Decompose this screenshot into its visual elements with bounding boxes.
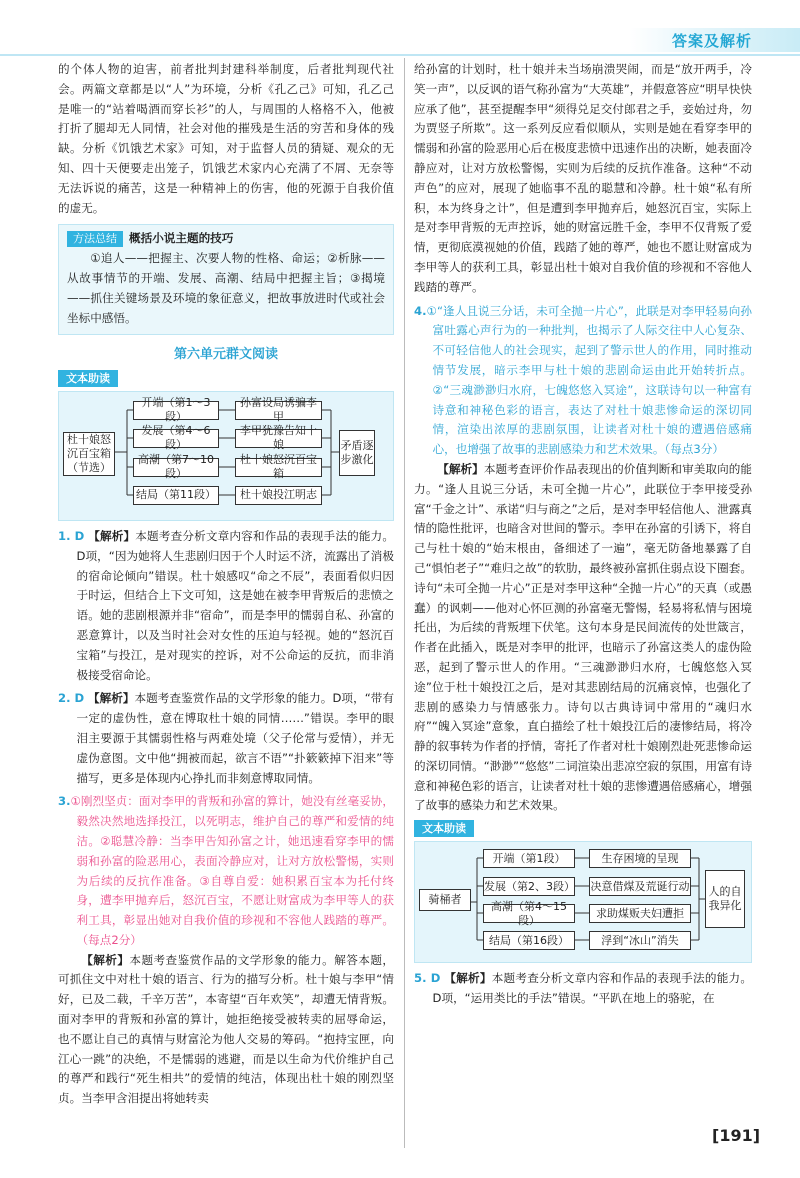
map2-event: 决意借煤及荒诞行动 <box>589 877 691 896</box>
map1-stage: 高潮（第7～10段） <box>133 458 219 477</box>
map1-event: 孙富设局诱骗李甲 <box>235 401 322 420</box>
method-summary-box <box>58 224 394 335</box>
answer-item-5 <box>414 969 752 1009</box>
analysis-tag: 【解析】 <box>81 952 130 967</box>
intro-paragraph: 的个体人物的迫害，前者批判封建科举制度，后者批判现代社会。两篇文章都是以“人”为环境，分析《孔乙己》可知，孔乙己是唯一的“站着喝酒而穿长衫”的人，与周围的人格格不入，他被打折了腿却无人同情，社会对他的摧残是生活的穷苦和身体的残缺。分析《饥饿艺术家》可知，对于监督人员的猜疑、观众的无知、四十天便要走出笼子，饥饿艺术家内心充满了不屑、无奈等无法诉说的痛苦，这是一种精神上的伤害，他的死源于自我价值的虚无。 <box>58 62 394 215</box>
analysis-tag: 【解析】 <box>444 971 492 986</box>
answer-item-1 <box>58 527 394 685</box>
map1-event: 李甲犹豫告知十娘 <box>235 429 322 448</box>
map2-stage: 结局（第16段） <box>483 931 575 950</box>
map2-root: 骑桶者 <box>419 889 471 911</box>
method-title: 概括小说主题的技巧 <box>129 231 234 246</box>
method-body: ①追人——把握主、次要人物的性格、命运；②析脉——从故事情节的开端、发展、高潮、结局中把握主旨；③揭境——抓住关键场景及环境的象征意义，把故事放进时代或社会坐标中感悟。 <box>67 251 385 325</box>
map2-stage: 发展（第2、3段） <box>483 877 575 896</box>
continued-paragraph: 给孙富的计划时，杜十娘并未当场崩溃哭闹，而是“放开两手，冷笑一声”，以反讽的语气称孙富为“大英雄”，并假意答应“明早快快应承了他”，甚至提醒李甲“须得兑足交付郎君之手，妾始过舟，勿为贾竖子所欺”。这一系列反应看似顺从，实则是她在看穿李甲的懦弱和孙富的险恶用心后在极度悲愤中迅速作出的决断，她表面冷静应对，让对方放松警惕，实则为后续的反抗作准备。这种“不动声色”的应对，展现了她临事不乱的聪慧和冷静。杜十娘“私有所积，本为终身之计”，但是遭到李甲抛弃后，她怒沉百宝，实际上是对李甲背叛的无声控诉，她的财富远胜千金，李甲不仅背叛了爱情，更彻底漠视她的价值，践踏了她的尊严，她也不愿让财富成为李甲等人的获利工具，彰显出杜十娘对自我价值的珍视和不容他人践踏的尊严。 <box>414 62 752 294</box>
page-number-value: 191 <box>719 1126 753 1145</box>
map1-stage: 结局（第11段） <box>133 486 219 505</box>
map1-stage: 开端（第1～3段） <box>133 401 219 420</box>
answer-text: ①刚烈坚贞：面对李甲的背叛和孙富的算计，她没有丝毫妥协，毅然决然地选择投江，以死明志，维护自己的尊严和爱情的纯洁。②聪慧冷静：当李甲告知孙富之计，她迅速看穿李甲的懦弱和孙富的险恶用心，表面冷静应对，让对方放松警惕，实则为后续的反抗作准备。③自尊自爱：她积累百宝本为托付终身，遭李甲抛弃后，怒沉百宝，不愿让财富成为李甲等人的获利工具，彰显出她对自我价值的珍视和不容他人践踏的尊严。（每点2分） <box>70 794 394 947</box>
answer-number: 5. D <box>414 971 441 986</box>
analysis-text: 本题考查评价作品表现出的价值判断和审美取向的能力。“逢人且说三分话，未可全抛一片心”，此联位于李甲接受孙富“千金之计”、承诺“归与商之”之后，是对李甲轻信他人、泄露真情的隐性批评，也暗含对世间的警示。李甲在孙富的引诱下，将自己与杜十娘的“始末根由，备细述了一遍”，毫无防备地暴露了自己“惧怕老子”“难归之故”的软肋，最终被孙富抓住弱点设下圈套。诗句“未可全抛一片心”正是对李甲这种“全抛一片心”的天真（或愚蠢）的讽刺——他对心怀叵测的孙富毫无警惕，轻易将私情与困境托出，为后续的背叛埋下伏笔。这句本身是民间流传的处世箴言，作者在此插入，既是对李甲的批评，也暗示了孙富这类人的虚伪险恶，起到了警示世人的作用。“三魂渺渺归水府，七魄悠悠入冥途”位于杜十娘投江之后，是对其悲剧结局的沉痛哀悼，也强化了悲剧的感染力与情感张力。诗句以古典诗词中常用的“魂归水府”“魄入冥途”意象，直白描绘了杜十娘投江后的凄惨结局，将冷静的叙事转为作者的抒情，寄托了作者对杜十娘刚烈赴死悲惨命运的深切同情。“渺渺”“悠悠”二词渲染出悲凉空寂的氛围，用富有诗意和神秘色彩的语言，让读者对杜十娘的悲惨遭遇倍感痛心，增强了故事的感染力和艺术效果。 <box>414 461 752 813</box>
analysis-text: 本题考查分析文章内容和作品的表现手法的能力。D项，“因为她将人生悲剧归因于个人时运不济，流露出了消极的宿命论倾向”错误。杜十娘感叹“命之不辰”，表面看似归因于时运，但结合上下文可知，这是她在被李甲背叛后的悲愤之语。她的悲剧根源并非“宿命”，而是李甲的懦弱自私、孙富的恶意算计，以及当时社会对女性的压迫与轻视。她的“怒沉百宝箱”与投江，是对现实的控诉，对不公命运的反抗，而非消极接受宿命论。 <box>76 528 394 682</box>
map1-event: 杜十娘投江明志 <box>235 486 322 505</box>
map2-label: 文本助读 <box>414 820 474 837</box>
answer-item-2 <box>58 689 394 788</box>
structure-map-2 <box>414 841 752 963</box>
answer-number: 4. <box>414 303 427 318</box>
analysis-paragraph-3 <box>58 951 394 1109</box>
map2-event: 浮到“冰山”消失 <box>589 931 691 950</box>
analysis-text: 本题考查鉴赏作品的文学形象的能力。解答本题，可抓住文中对杜十娘的语言、行为的描写分析。杜十娘与李甲“情好，已及二载，千辛万苦”，本寄望“百年欢笑”，却遭无情背叛。面对李甲的背叛和孙富的算计，她拒绝接受被转卖的屈辱命运，也不愿让自己的真情与财富沦为他人交易的筹码。“抱持宝匣，向江心一跳”的决绝，不是懦弱的逃避，而是以生命为代价维护自己的尊严和践行“死生相共”的爱情的纯洁，体现出杜十娘的刚烈坚贞。当李甲含泪提出将她转卖 <box>58 952 394 1106</box>
structure-map-1 <box>58 391 394 521</box>
map1-event: 杜十娘怒沉百宝箱 <box>235 458 322 477</box>
map1-root: 杜十娘怒沉百宝箱（节选） <box>63 432 115 476</box>
answer-item-3 <box>58 792 394 950</box>
answer-text: ①“逢人且说三分话，未可全抛一片心”，此联是对李甲轻易向孙富吐露心声行为的一种批判，也揭示了人际交往中人心复杂、不可轻信他人的社会现实，起到了警示世人的作用，同时推动情节发展，暗示李甲与杜十娘的悲剧命运由此开始转折点。②“三魂渺渺归水府，七魄悠悠入冥途”，这联诗句以一种富有诗意和神秘色彩的语言，表达了对杜十娘悲惨命运的深切同情，渲染出浓厚的悲剧氛围，让读者对杜十娘的遭遇倍感痛心，也增强了故事的悲剧感染力和艺术效果。（每点3分） <box>426 303 752 457</box>
analysis-paragraph-4 <box>414 460 752 816</box>
column-divider <box>404 58 405 1148</box>
page-header-title: 答案及解析 <box>671 32 752 50</box>
map1-stage: 发展（第4～6段） <box>133 429 219 448</box>
map2-stage: 高潮（第4～15段） <box>483 904 575 923</box>
analysis-tag: 【解析】 <box>437 461 484 476</box>
page-number: [191] <box>712 1126 761 1145</box>
map2-event: 生存困境的呈现 <box>589 849 691 868</box>
map2-event: 求助煤贩夫妇遭拒 <box>589 904 691 923</box>
answer-number: 2. D <box>58 691 85 706</box>
analysis-text: 本题考查鉴赏作品的文学形象的能力。D项，“带有一定的虚伪性，意在博取杜十娘的同情……”错误。李甲的眼泪主要源于其懦弱性格与两难处境（父子伦常与爱情），并无虚伪意图。文中他“拥被而起，欲言不语”“扑簌簌掉下泪来”等描写，更多是体现内心挣扎而非刻意博取同情。 <box>76 691 395 785</box>
analysis-tag: 【解析】 <box>87 691 135 706</box>
header-rule <box>0 54 800 56</box>
right-column <box>414 60 752 1009</box>
unit-title: 第六单元群文阅读 <box>173 347 278 363</box>
map2-theme: 人的自我异化 <box>705 870 745 928</box>
answer-item-4 <box>414 302 752 460</box>
analysis-tag: 【解析】 <box>88 528 136 543</box>
answer-number: 3. <box>58 794 71 809</box>
method-label: 方法总结 <box>67 231 123 247</box>
left-column <box>58 60 394 1109</box>
analysis-text: 本题考查分析文章内容和作品的表现手法的能力。D项，“运用类比的手法”错误。“平趴在地上的骆驼，在 <box>432 971 752 1005</box>
map2-stage: 开端（第1段） <box>483 849 575 868</box>
answer-number: 1. D <box>58 528 85 543</box>
map1-theme: 矛盾逐步激化 <box>339 430 375 476</box>
map1-label: 文本助读 <box>58 370 118 387</box>
